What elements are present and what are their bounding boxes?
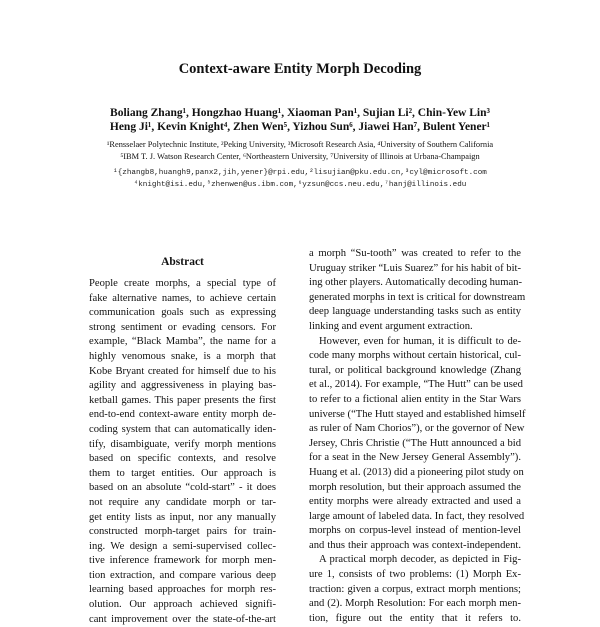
- abstract-line: them to target entities. Our approach is: [89, 467, 276, 479]
- abstract-line: Kobe Bryant created for himself due to his: [89, 365, 276, 377]
- abstract-body: [89, 277, 276, 627]
- intro-line: a morph “Su-tooth” was created to refer to the: [309, 248, 521, 259]
- intro-line: However, even for human, it is difficult to de-: [319, 335, 521, 347]
- abstract-line: ketball games. This paper presents the first: [89, 394, 276, 406]
- intro-line: et al., 2014). For example, “The Hutt” can be used: [309, 379, 523, 391]
- abstract-line: People create morphs, a special type of: [89, 278, 276, 289]
- affiliation-list: [0, 139, 600, 163]
- abstract-line: agility and aggressiveness in playing bas-: [89, 380, 276, 392]
- abstract-line: ing. We design a semi-supervised collec-: [89, 540, 276, 552]
- abstract-line: olution. Our approach achieved signifi-: [89, 599, 276, 611]
- author-list: [0, 106, 600, 134]
- intro-line: traction: given a corpus, extract morph mentions;: [309, 583, 521, 595]
- abstract-line: tion extraction, and compare various deep: [89, 569, 276, 581]
- intro-line: deep language understanding tasks such as entity: [309, 306, 521, 318]
- intro-line: and thus their approach was context-independent.: [309, 539, 521, 551]
- paper-title: Context-aware Entity Morph Decoding: [178, 61, 422, 77]
- abstract-line: example, “Black Mamba”, the name for a: [89, 336, 276, 348]
- intro-line: A practical morph decoder, as depicted in Fig-: [319, 554, 521, 566]
- intro-line: Uruguay striker “Luis Suarez” for his habit of bit-: [309, 262, 521, 274]
- affiliation-line: ¹Rensselaer Polytechnic Institute, ²Peking University, ³Microsoft Research Asia, ⁴University of Southern California: [106, 140, 494, 149]
- abstract-line: end-to-end context-aware entity morph de-: [89, 409, 276, 421]
- abstract-line: highly venomous snake, is a morph that: [89, 350, 276, 362]
- intro-line: tion, figure out the entity that it refers to.: [309, 612, 521, 624]
- abstract-line: learning based approaches for morph res-: [89, 584, 276, 596]
- author-line: Heng Ji¹, Kevin Knight⁴, Zhen Wen⁵, Yizhou Sun⁶, Jiawei Han⁷, Bulent Yener¹: [109, 121, 491, 133]
- abstract-heading: Abstract: [161, 256, 204, 268]
- intro-line: ing other players. Automatically decoding human-: [309, 277, 522, 289]
- intro-line: entity morphs were already extracted and used a: [309, 496, 521, 508]
- abstract-line: coding system that can automatically iden-: [89, 423, 276, 435]
- intro-line: morph resolution, but their approach assumed the: [309, 481, 521, 493]
- email-line: ¹{zhangb8,huangh9,panx2,jih,yener}@rpi.edu,²lisujian@pku.edu.cn,³cyl@microsoft.com: [113, 169, 487, 177]
- abstract-line: strong sentiment or evading censors. For: [89, 321, 276, 333]
- intro-line: large amount of labeled data. In fact, they resolved: [309, 510, 525, 522]
- email-list: [0, 167, 600, 191]
- intro-line: Jersey, Chris Christie (“The Hutt announced a bid: [309, 437, 521, 449]
- abstract-line: cant improvement over the state-of-the-art: [89, 613, 276, 625]
- intro-line: universe (“The Hutt stayed and established himself: [309, 408, 526, 420]
- abstract-line: constructed morph-target pairs for train-: [89, 526, 276, 538]
- abstract-line: based on an absolute “cold-start” - it does: [89, 482, 276, 494]
- intro-line: code many morphs without certain historical, cul-: [309, 350, 521, 362]
- intro-line: and (2). Morph Resolution: For each morph men-: [309, 598, 521, 610]
- introduction-body: [309, 247, 526, 626]
- intro-line: morphs on corpus-level instead of mention-level: [309, 525, 521, 537]
- abstract-line: get entity lists as input, nor any manually: [89, 511, 276, 523]
- abstract-line: tive inference framework for morph men-: [89, 555, 276, 567]
- abstract-line: communication goals such as expressing: [89, 307, 276, 319]
- abstract-line: not require any candidate morph or tar-: [89, 496, 276, 508]
- abstract-line: based on specific contexts, and resolve: [89, 453, 276, 465]
- intro-line: for a seat in the New Jersey General Assembly”).: [309, 452, 521, 464]
- intro-line: to refer to a fictional alien entity in the Star Wars: [309, 393, 521, 405]
- affiliation-line: ⁵IBM T. J. Watson Research Center, ⁶Northeastern University, ⁷University of Illinois at Urbana-Champaign: [120, 152, 480, 161]
- intro-line: linking and event argument extraction.: [309, 320, 473, 332]
- abstract-line: fake alternative names, to achieve certain: [89, 292, 276, 304]
- author-line: Boliang Zhang¹, Hongzhao Huang¹, Xiaoman Pan¹, Sujian Li², Chin-Yew Lin³: [110, 107, 490, 119]
- email-line: ⁴knight@isi.edu,⁵zhenwen@us.ibm.com,⁶yzsun@ccs.neu.edu,⁷hanj@illinois.edu: [133, 181, 467, 189]
- intro-line: ure 1, consists of two problems: (1) Morph Ex-: [309, 569, 521, 581]
- intro-line: tural, or political background knowledge (Zhang: [309, 364, 521, 376]
- intro-line: Huang et al. (2013) did a pioneering pilot study on: [309, 466, 524, 478]
- intro-line: as ruler of Nam Chorios”), or the governor of New: [309, 423, 525, 435]
- intro-line: generated morphs in text is critical for downstream: [309, 291, 526, 303]
- abstract-line: tify, disambiguate, verify morph mentions: [89, 438, 276, 450]
